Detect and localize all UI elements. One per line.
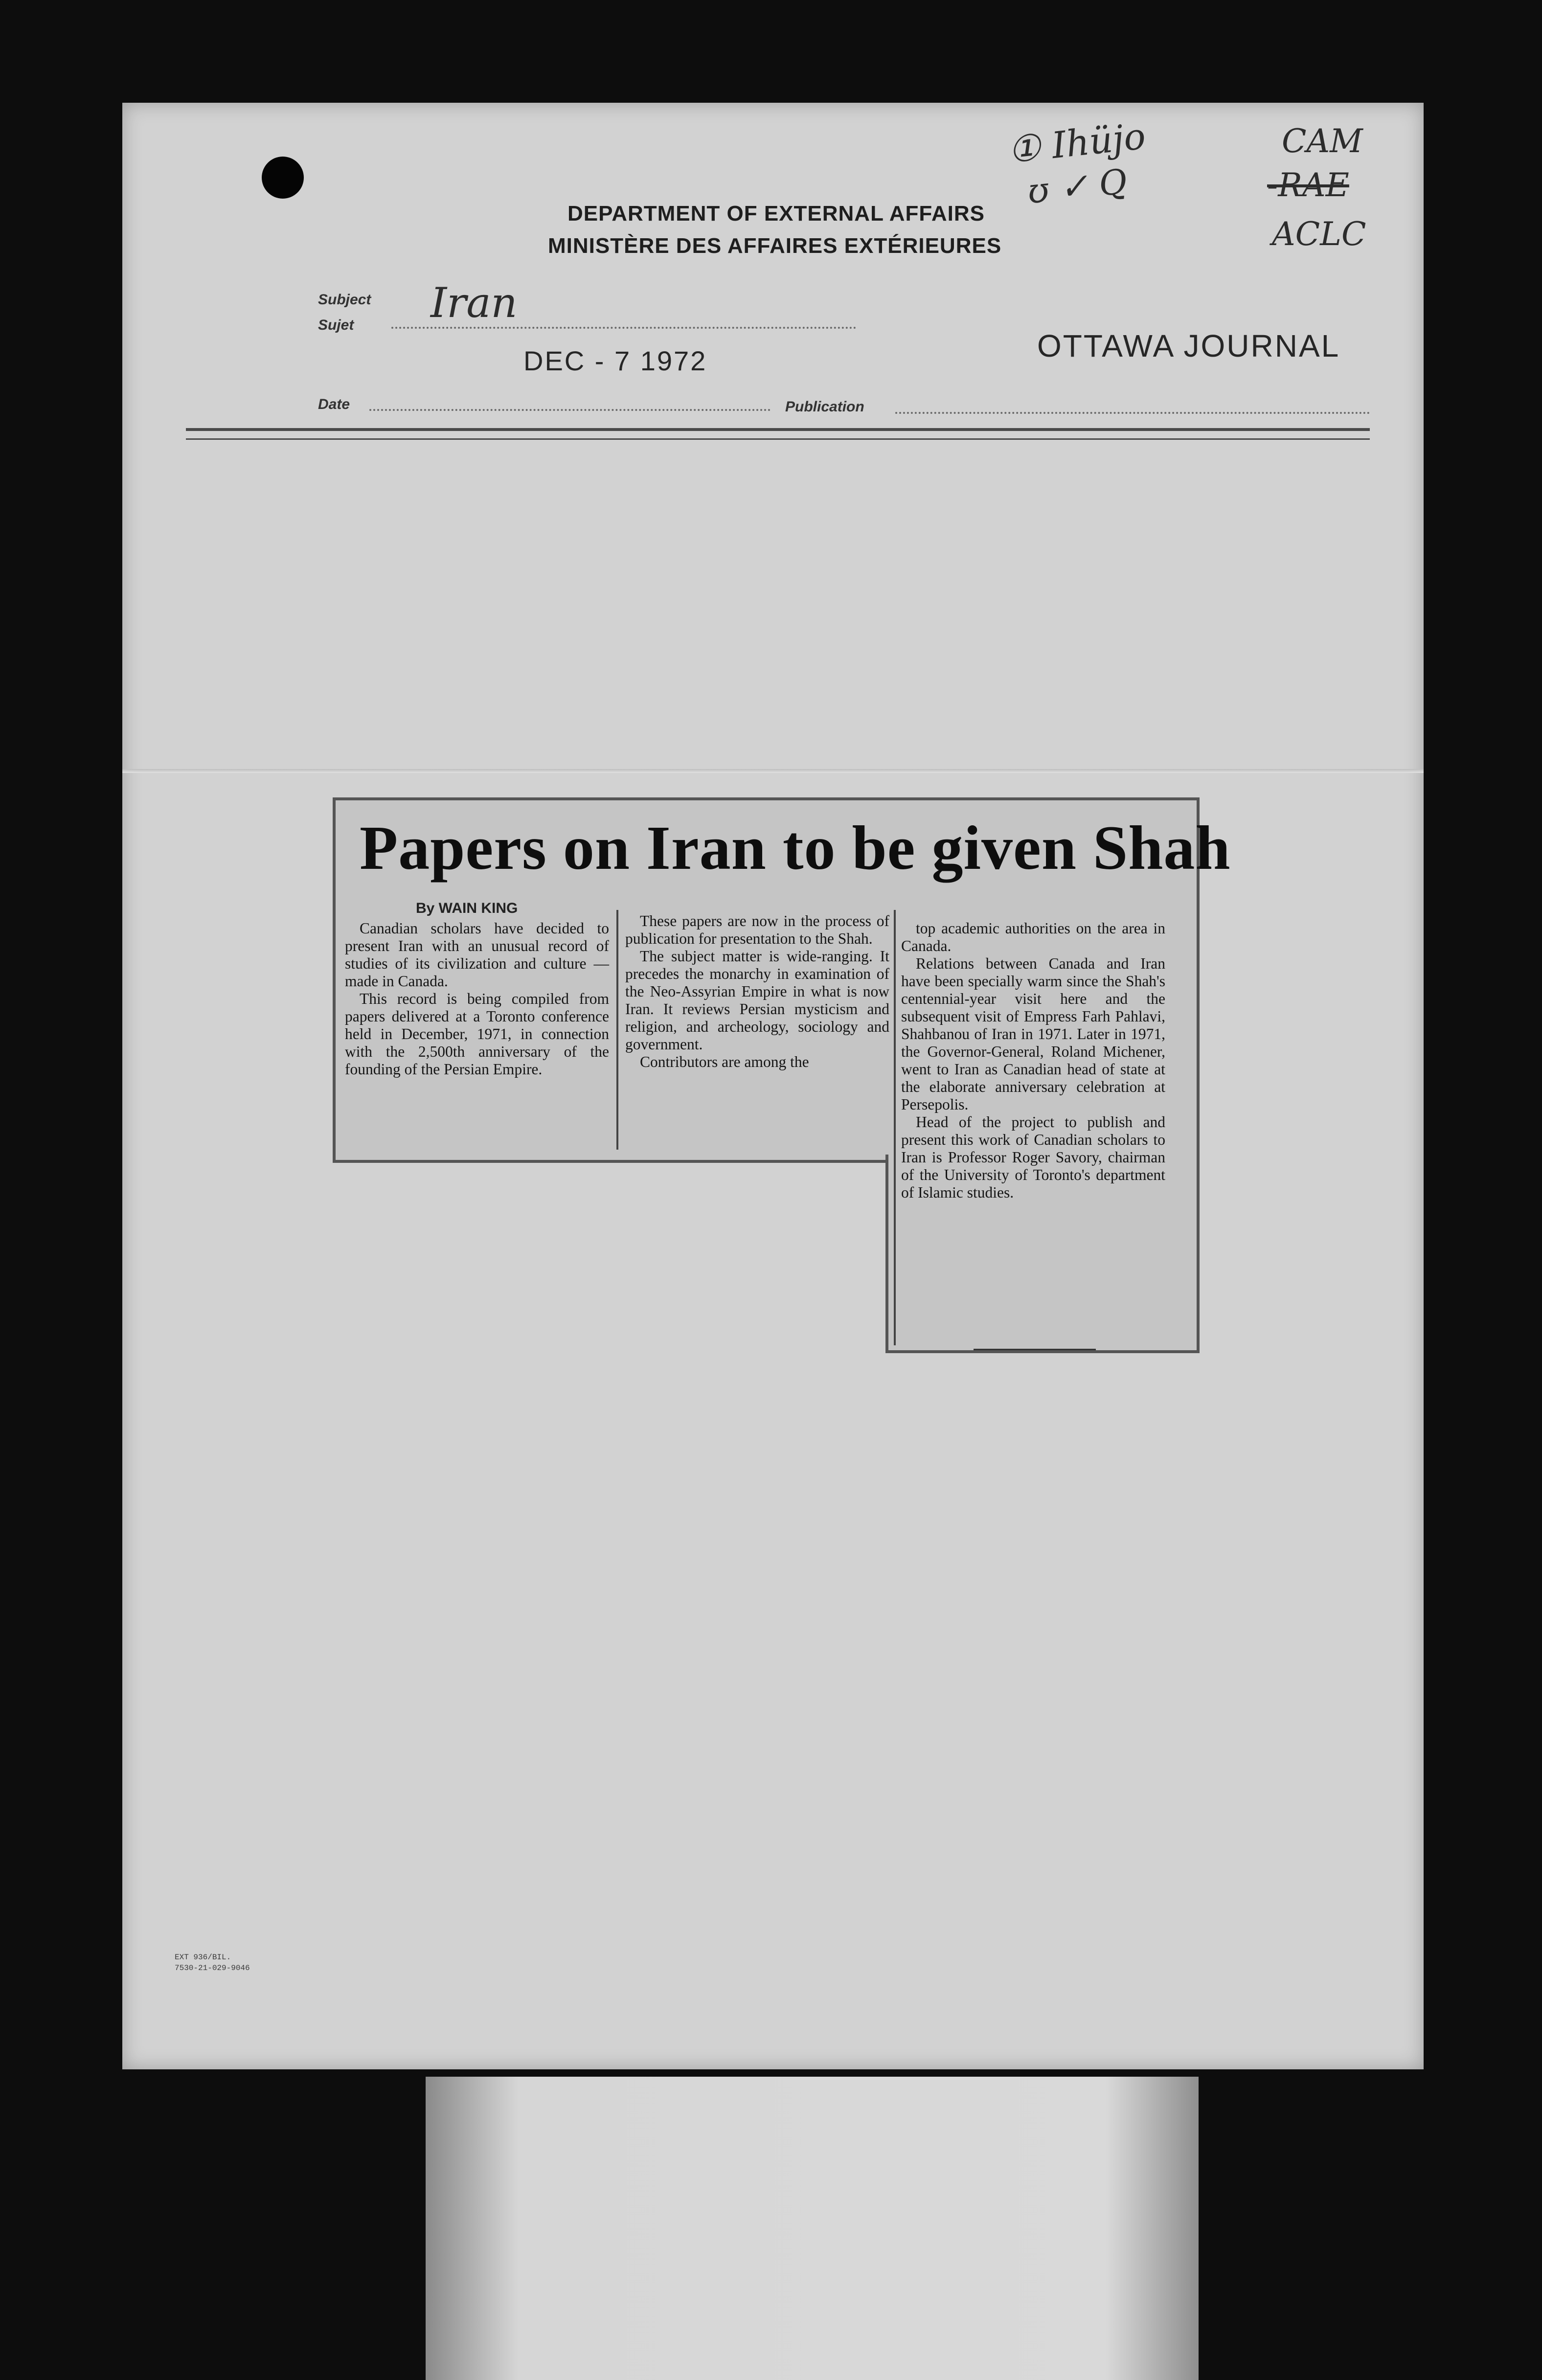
article-paragraph: top academic authorities on the area in Canada. — [901, 920, 1165, 954]
column-divider — [894, 910, 896, 1345]
article-paragraph: The subject matter is wide-ranging. It precedes the monarchy in examination of the Neo-Assyrian Empire in what is now Iran. It reviews Persian mysticism and religion, and archeology, sociology and government. — [625, 948, 889, 1053]
article-headline: Papers on Iran to be given Shah — [360, 813, 1231, 883]
form-code-line-1: EXT 936/BIL. — [175, 1953, 231, 1962]
subject-label: Subject — [318, 292, 371, 308]
article-column-2 — [625, 912, 889, 1071]
page-fold — [122, 769, 1424, 773]
article-paragraph: Relations between Canada and Iran have been specially warm since the Shah's centennial-year visit here and the subsequent visit of Empress Farh Pahlavi, Shahbanou of Iran in 1971. Later in 1971, the Governor-General, Roland Michener, went to Iran as Canadian head of state at the elaborate anniversary celebration at Persepolis. — [901, 955, 1165, 1113]
department-name-english: DEPARTMENT OF EXTERNAL AFFAIRS — [567, 202, 985, 226]
article-end-rule — [974, 1349, 1096, 1350]
routing-initials-2: -RAE — [1267, 166, 1349, 204]
handwritten-note-1: ① Ihüjo — [1006, 115, 1148, 172]
punch-hole — [262, 157, 304, 199]
microfilm-bottom-strip — [426, 2077, 1199, 2380]
handwritten-subject: Iran — [431, 279, 518, 327]
form-code — [175, 1952, 250, 1973]
article-column-3 — [901, 920, 1165, 1201]
sujet-label: Sujet — [318, 317, 354, 333]
article-paragraph: This record is being compiled from papers delivered at a Toronto conference held in December, 1971, in connection with the 2,500th anniversary of the founding of the Persian Empire. — [345, 990, 609, 1078]
article-paragraph: Contributors are among the — [640, 1053, 809, 1070]
publication-label: Publication — [785, 399, 864, 415]
date-line — [369, 409, 771, 411]
article-column-1 — [345, 920, 609, 1078]
department-header — [548, 198, 1002, 262]
article-paragraph: These papers are now in the process of publication for presentation to the Shah. — [625, 912, 889, 947]
date-label: Date — [318, 396, 350, 412]
header-rule-thick — [186, 428, 1370, 431]
header-rule-thin — [186, 438, 1370, 440]
publication-line — [895, 412, 1370, 414]
routing-initials-1: CAM — [1282, 122, 1363, 160]
department-name-french: MINISTÈRE DES AFFAIRES EXTÉRIEURES — [548, 234, 1002, 258]
handwritten-note-2: ʊ ✓ Q — [1025, 161, 1129, 212]
article-byline: By WAIN KING — [416, 900, 518, 916]
date-stamp: DEC - 7 1972 — [523, 345, 707, 376]
column-divider — [616, 910, 618, 1150]
article-paragraph: Canadian scholars have decided to present Iran with an unusual record of studies of its civilization and culture — made in Canada. — [345, 920, 609, 990]
article-paragraph: Head of the project to publish and present this work of Canadian scholars to Iran is Professor Roger Savory, chairman of the University of Toronto's department of Islamic studies. — [901, 1113, 1165, 1201]
subject-line — [391, 327, 856, 329]
form-code-line-2: 7530-21-029-9046 — [175, 1964, 250, 1972]
publication-stamp: OTTAWA JOURNAL — [1037, 328, 1340, 363]
routing-initials-3: ACLC — [1272, 215, 1366, 253]
